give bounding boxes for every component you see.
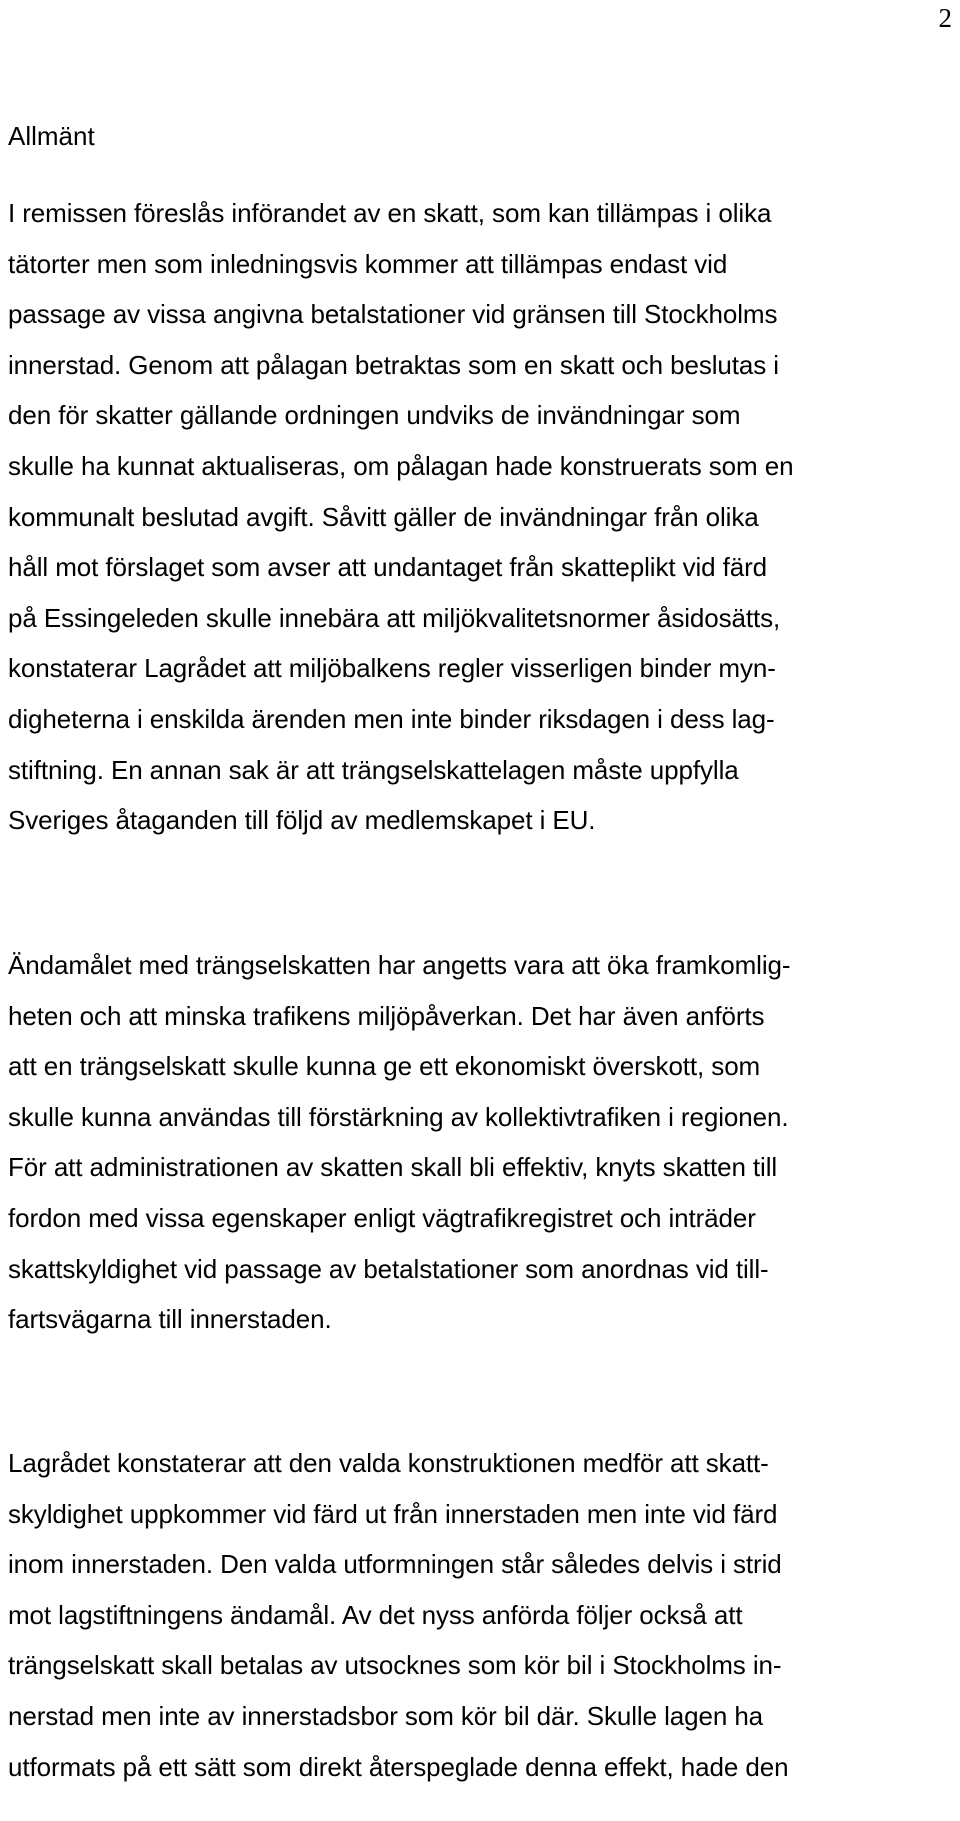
text-line: på Essingeleden skulle innebära att miljökvalitetsnormer åsidosätts, — [8, 602, 781, 633]
text-line: skulle kunna användas till förstärkning av kollektivtrafiken i regionen. — [8, 1101, 789, 1132]
text-line: skattskyldighet vid passage av betalstationer som anordnas vid till- — [8, 1253, 769, 1284]
section-heading: Allmänt — [8, 121, 95, 151]
text-line: skyldighet uppkommer vid färd ut från innerstaden men inte vid färd — [8, 1498, 778, 1529]
text-line: fartsvägarna till innerstaden. — [8, 1304, 332, 1335]
paragraph-3 — [8, 1438, 956, 1792]
text-line: Ändamålet med trängselskatten har angetts vara att öka framkomlig- — [8, 950, 791, 980]
text-line: Lagrådet konstaterar att den valda konstruktionen medför att skatt- — [8, 1448, 769, 1478]
text-line: stiftning. En annan sak är att trängselskattelagen måste uppfylla — [8, 754, 739, 785]
text-line: trängselskatt skall betalas av utsocknes som kör bil i Stockholms in- — [8, 1650, 782, 1681]
text-line: att en trängselskatt skulle kunna ge ett ekonomiskt överskott, som — [8, 1051, 761, 1082]
text-line: kommunalt beslutad avgift. Såvitt gäller de invändningar från olika — [8, 501, 759, 532]
paragraph-1 — [8, 188, 956, 846]
text-line: Sveriges åtaganden till följd av medlemskapet i EU. — [8, 805, 596, 836]
page-number: 2 — [938, 3, 952, 33]
paragraph-2 — [8, 940, 956, 1345]
text-line: passage av vissa angivna betalstationer vid gränsen till Stockholms — [8, 299, 778, 330]
text-line: konstaterar Lagrådet att miljöbalkens regler visserligen binder myn- — [8, 653, 776, 684]
text-line: den för skatter gällande ordningen undviks de invändningar som — [8, 400, 741, 431]
text-line: håll mot förslaget som avser att undantaget från skatteplikt vid färd — [8, 552, 768, 583]
text-line: mot lagstiftningens ändamål. Av det nyss anförda följer också att — [8, 1599, 743, 1630]
text-line: inom innerstaden. Den valda utformningen står således delvis i strid — [8, 1549, 782, 1580]
text-line: skulle ha kunnat aktualiseras, om pålagan hade konstruerats som en — [8, 450, 794, 481]
text-line: utformats på ett sätt som direkt återspeglade denna effekt, hade den — [8, 1751, 789, 1782]
text-line: För att administrationen av skatten skall bli effektiv, knyts skatten till — [8, 1152, 778, 1183]
text-line: tätorter men som inledningsvis kommer att tillämpas endast vid — [8, 248, 728, 279]
text-line: digheterna i enskilda ärenden men inte binder riksdagen i dess lag- — [8, 703, 775, 734]
text-line: innerstad. Genom att pålagan betraktas som en skatt och beslutas i — [8, 349, 779, 380]
text-line: nerstad men inte av innerstadsbor som kör bil där. Skulle lagen ha — [8, 1700, 764, 1731]
text-line: I remissen föreslås införandet av en skatt, som kan tillämpas i olika — [8, 198, 772, 228]
text-line: fordon med vissa egenskaper enligt vägtrafikregistret och inträder — [8, 1202, 756, 1233]
text-line: heten och att minska trafikens miljöpåverkan. Det har även anförts — [8, 1000, 765, 1031]
